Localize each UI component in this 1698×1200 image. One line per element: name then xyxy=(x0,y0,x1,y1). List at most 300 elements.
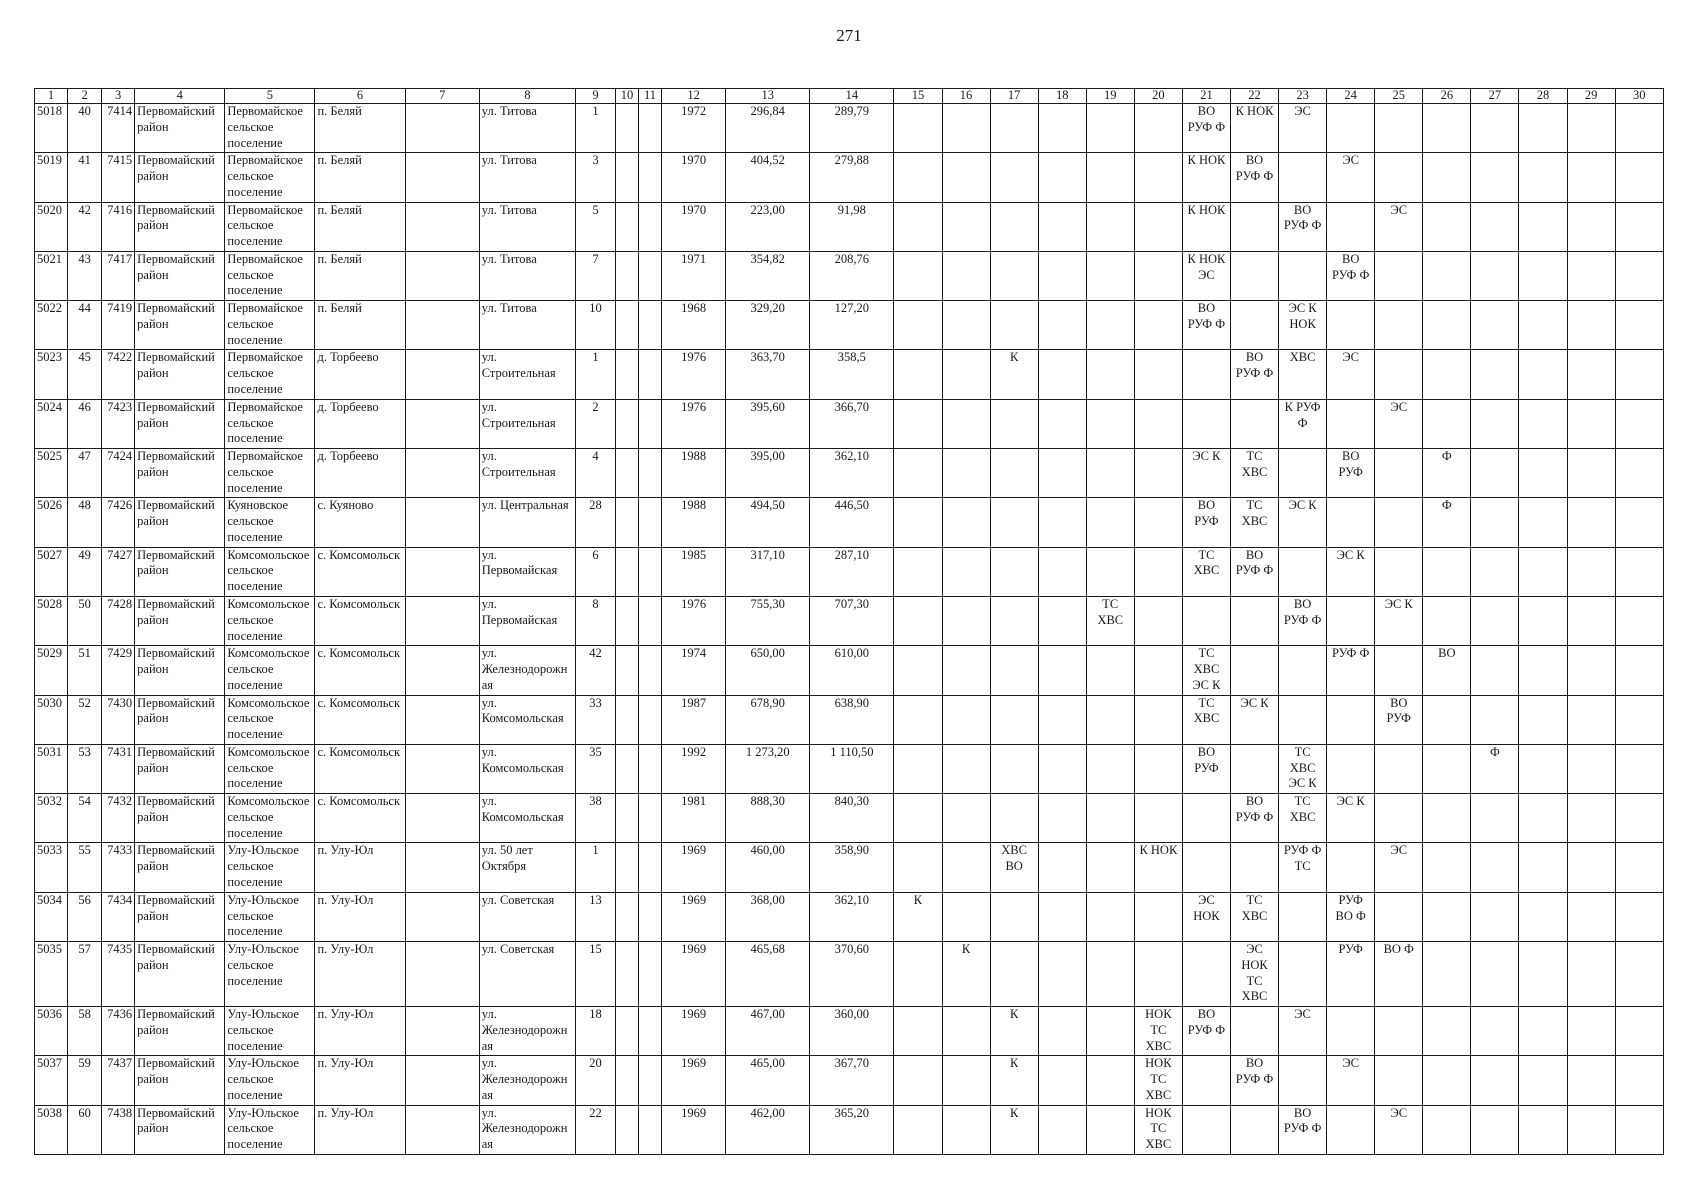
table-cell-col-11 xyxy=(639,942,662,1007)
table-cell-col-25 xyxy=(1375,498,1423,547)
table-cell-col-11 xyxy=(639,744,662,793)
table-cell-col-17 xyxy=(990,153,1038,202)
table-cell-col-3: 7417 xyxy=(102,251,135,300)
table-cell-col-26 xyxy=(1423,1056,1471,1105)
table-cell-col-22 xyxy=(1230,843,1278,892)
table-cell-col-23: ЭС К НОК xyxy=(1279,301,1327,350)
table-cell-col-22 xyxy=(1230,1105,1278,1154)
table-cell-col-20 xyxy=(1134,301,1182,350)
table-cell-col-25 xyxy=(1375,744,1423,793)
table-cell-col-26 xyxy=(1423,892,1471,941)
table-cell-col-29 xyxy=(1567,596,1615,645)
table-cell-col-26 xyxy=(1423,1105,1471,1154)
table-cell-col-23 xyxy=(1279,942,1327,1007)
table-cell-col-16 xyxy=(942,1105,990,1154)
table-cell-col-18 xyxy=(1038,596,1086,645)
table-cell-col-21: К НОК xyxy=(1182,153,1230,202)
table-cell-col-7 xyxy=(405,202,479,251)
table-cell-col-18 xyxy=(1038,646,1086,695)
column-number-header: 20 xyxy=(1134,89,1182,104)
table-cell-col-24: ЭС xyxy=(1327,350,1375,399)
table-cell-col-6: п. Беляй xyxy=(315,104,405,153)
table-cell-col-12: 1969 xyxy=(662,843,726,892)
table-cell-col-28 xyxy=(1519,498,1567,547)
table-cell-col-10 xyxy=(615,202,638,251)
table-cell-col-11 xyxy=(639,1056,662,1105)
table-cell-col-16: К xyxy=(942,942,990,1007)
table-cell-col-28 xyxy=(1519,695,1567,744)
table-cell-col-1: 5020 xyxy=(35,202,68,251)
table-cell-col-17 xyxy=(990,892,1038,941)
table-cell-col-11 xyxy=(639,399,662,448)
table-cell-col-20 xyxy=(1134,498,1182,547)
table-cell-col-14: 358,5 xyxy=(810,350,894,399)
table-cell-col-9: 22 xyxy=(575,1105,615,1154)
table-cell-col-17 xyxy=(990,251,1038,300)
table-cell-col-24: ВО РУФ Ф xyxy=(1327,251,1375,300)
table-cell-col-28 xyxy=(1519,350,1567,399)
table-cell-col-21 xyxy=(1182,794,1230,843)
table-cell-col-3: 7415 xyxy=(102,153,135,202)
table-cell-col-11 xyxy=(639,350,662,399)
table-cell-col-4: Первомайский район xyxy=(135,153,225,202)
table-cell-col-16 xyxy=(942,202,990,251)
table-cell-col-13: 1 273,20 xyxy=(726,744,810,793)
table-cell-col-14: 840,30 xyxy=(810,794,894,843)
table-cell-col-2: 44 xyxy=(68,301,102,350)
table-cell-col-17: ХВС ВО xyxy=(990,843,1038,892)
table-cell-col-28 xyxy=(1519,449,1567,498)
table-cell-col-6: п. Беляй xyxy=(315,301,405,350)
table-cell-col-25: ВО РУФ xyxy=(1375,695,1423,744)
table-cell-col-21: ЭС НОК xyxy=(1182,892,1230,941)
table-cell-col-20: НОК ТС ХВС xyxy=(1134,1056,1182,1105)
table-cell-col-12: 1969 xyxy=(662,892,726,941)
table-cell-col-7 xyxy=(405,104,479,153)
table-row xyxy=(35,449,1664,498)
table-cell-col-7 xyxy=(405,547,479,596)
table-cell-col-9: 2 xyxy=(575,399,615,448)
table-cell-col-6: д. Торбеево xyxy=(315,350,405,399)
table-cell-col-8: ул. Комсомольская xyxy=(479,744,575,793)
table-cell-col-17 xyxy=(990,547,1038,596)
table-cell-col-7 xyxy=(405,744,479,793)
table-cell-col-28 xyxy=(1519,153,1567,202)
table-cell-col-19 xyxy=(1086,449,1134,498)
table-cell-col-14: 365,20 xyxy=(810,1105,894,1154)
table-cell-col-24: ЭС xyxy=(1327,1056,1375,1105)
table-cell-col-13: 465,68 xyxy=(726,942,810,1007)
table-cell-col-20 xyxy=(1134,942,1182,1007)
table-cell-col-5: Комсомольское сельское поселение xyxy=(225,646,315,695)
table-cell-col-9: 28 xyxy=(575,498,615,547)
table-cell-col-2: 51 xyxy=(68,646,102,695)
table-cell-col-21: К НОК xyxy=(1182,202,1230,251)
table-cell-col-29 xyxy=(1567,202,1615,251)
table-cell-col-23: ТС ХВС ЭС К xyxy=(1279,744,1327,793)
table-cell-col-21 xyxy=(1182,350,1230,399)
table-cell-col-24: ЭС xyxy=(1327,153,1375,202)
table-cell-col-27 xyxy=(1471,646,1519,695)
table-cell-col-6: с. Комсомольск xyxy=(315,547,405,596)
table-cell-col-2: 45 xyxy=(68,350,102,399)
table-cell-col-4: Первомайский район xyxy=(135,942,225,1007)
table-cell-col-1: 5018 xyxy=(35,104,68,153)
column-number-header: 27 xyxy=(1471,89,1519,104)
table-cell-col-15 xyxy=(894,251,942,300)
table-cell-col-28 xyxy=(1519,596,1567,645)
table-cell-col-7 xyxy=(405,892,479,941)
table-cell-col-9: 1 xyxy=(575,350,615,399)
table-cell-col-16 xyxy=(942,646,990,695)
table-cell-col-16 xyxy=(942,449,990,498)
table-row xyxy=(35,251,1664,300)
table-cell-col-19 xyxy=(1086,350,1134,399)
table-cell-col-27 xyxy=(1471,498,1519,547)
table-cell-col-22: ТС ХВС xyxy=(1230,498,1278,547)
table-cell-col-17 xyxy=(990,449,1038,498)
table-cell-col-8: ул. Первомайская xyxy=(479,596,575,645)
table-cell-col-22 xyxy=(1230,202,1278,251)
table-cell-col-1: 5033 xyxy=(35,843,68,892)
table-cell-col-12: 1970 xyxy=(662,153,726,202)
table-cell-col-19 xyxy=(1086,498,1134,547)
table-cell-col-24 xyxy=(1327,202,1375,251)
table-cell-col-3: 7431 xyxy=(102,744,135,793)
table-cell-col-30 xyxy=(1615,892,1663,941)
table-cell-col-25 xyxy=(1375,104,1423,153)
table-cell-col-26 xyxy=(1423,596,1471,645)
table-cell-col-18 xyxy=(1038,104,1086,153)
table-cell-col-8: ул. Железнодорожная xyxy=(479,1056,575,1105)
table-cell-col-30 xyxy=(1615,1056,1663,1105)
table-cell-col-16 xyxy=(942,744,990,793)
table-cell-col-22 xyxy=(1230,596,1278,645)
table-cell-col-26 xyxy=(1423,695,1471,744)
table-cell-col-30 xyxy=(1615,399,1663,448)
table-cell-col-10 xyxy=(615,1105,638,1154)
table-cell-col-6: п. Улу-Юл xyxy=(315,1056,405,1105)
table-row xyxy=(35,202,1664,251)
table-cell-col-8: ул. Строительная xyxy=(479,399,575,448)
table-cell-col-28 xyxy=(1519,646,1567,695)
table-cell-col-17 xyxy=(990,646,1038,695)
table-cell-col-22: ВО РУФ Ф xyxy=(1230,794,1278,843)
table-cell-col-6: с. Комсомольск xyxy=(315,794,405,843)
table-cell-col-2: 60 xyxy=(68,1105,102,1154)
table-cell-col-14: 707,30 xyxy=(810,596,894,645)
table-cell-col-19 xyxy=(1086,153,1134,202)
table-cell-col-23 xyxy=(1279,695,1327,744)
table-cell-col-4: Первомайский район xyxy=(135,744,225,793)
table-cell-col-8: ул. Железнодорожная xyxy=(479,646,575,695)
table-cell-col-16 xyxy=(942,695,990,744)
table-cell-col-10 xyxy=(615,449,638,498)
table-cell-col-18 xyxy=(1038,744,1086,793)
table-cell-col-9: 4 xyxy=(575,449,615,498)
table-cell-col-26 xyxy=(1423,794,1471,843)
table-cell-col-30 xyxy=(1615,794,1663,843)
table-cell-col-30 xyxy=(1615,1105,1663,1154)
table-cell-col-28 xyxy=(1519,1056,1567,1105)
table-cell-col-20 xyxy=(1134,695,1182,744)
table-cell-col-11 xyxy=(639,301,662,350)
table-cell-col-10 xyxy=(615,399,638,448)
table-cell-col-24 xyxy=(1327,399,1375,448)
table-cell-col-5: Улу-Юльское сельское поселение xyxy=(225,843,315,892)
table-cell-col-11 xyxy=(639,695,662,744)
table-cell-col-8: ул. Железнодорожная xyxy=(479,1105,575,1154)
table-cell-col-20 xyxy=(1134,153,1182,202)
column-number-header: 13 xyxy=(726,89,810,104)
table-cell-col-17 xyxy=(990,942,1038,1007)
table-cell-col-9: 20 xyxy=(575,1056,615,1105)
table-cell-col-1: 5024 xyxy=(35,399,68,448)
table-cell-col-1: 5027 xyxy=(35,547,68,596)
table-row xyxy=(35,596,1664,645)
table-cell-col-5: Первомайское сельское поселение xyxy=(225,350,315,399)
table-cell-col-30 xyxy=(1615,498,1663,547)
table-cell-col-14: 362,10 xyxy=(810,892,894,941)
table-cell-col-6: с. Комсомольск xyxy=(315,596,405,645)
table-cell-col-19 xyxy=(1086,646,1134,695)
table-cell-col-12: 1988 xyxy=(662,449,726,498)
table-cell-col-10 xyxy=(615,794,638,843)
table-cell-col-27: Ф xyxy=(1471,744,1519,793)
table-cell-col-16 xyxy=(942,301,990,350)
table-cell-col-9: 5 xyxy=(575,202,615,251)
table-cell-col-18 xyxy=(1038,892,1086,941)
table-cell-col-17 xyxy=(990,744,1038,793)
table-cell-col-7 xyxy=(405,449,479,498)
table-cell-col-23: ТС ХВС xyxy=(1279,794,1327,843)
column-number-header: 17 xyxy=(990,89,1038,104)
table-cell-col-16 xyxy=(942,153,990,202)
table-cell-col-5: Первомайское сельское поселение xyxy=(225,104,315,153)
table-cell-col-12: 1981 xyxy=(662,794,726,843)
table-cell-col-14: 366,70 xyxy=(810,399,894,448)
column-number-header: 15 xyxy=(894,89,942,104)
column-number-header: 24 xyxy=(1327,89,1375,104)
table-cell-col-29 xyxy=(1567,794,1615,843)
table-cell-col-6: д. Торбеево xyxy=(315,399,405,448)
table-cell-col-13: 368,00 xyxy=(726,892,810,941)
table-cell-col-3: 7423 xyxy=(102,399,135,448)
table-cell-col-21 xyxy=(1182,843,1230,892)
table-cell-col-15 xyxy=(894,942,942,1007)
table-cell-col-24: РУФ ВО Ф xyxy=(1327,892,1375,941)
table-cell-col-3: 7419 xyxy=(102,301,135,350)
table-cell-col-30 xyxy=(1615,744,1663,793)
table-cell-col-24 xyxy=(1327,1007,1375,1056)
table-cell-col-25 xyxy=(1375,449,1423,498)
table-cell-col-29 xyxy=(1567,350,1615,399)
table-cell-col-21: ТС ХВС ЭС К xyxy=(1182,646,1230,695)
table-cell-col-27 xyxy=(1471,843,1519,892)
table-row xyxy=(35,794,1664,843)
table-cell-col-11 xyxy=(639,843,662,892)
table-cell-col-3: 7426 xyxy=(102,498,135,547)
table-cell-col-23: ЭС xyxy=(1279,104,1327,153)
table-cell-col-29 xyxy=(1567,251,1615,300)
table-cell-col-30 xyxy=(1615,547,1663,596)
column-number-header: 18 xyxy=(1038,89,1086,104)
table-cell-col-25 xyxy=(1375,350,1423,399)
table-cell-col-18 xyxy=(1038,498,1086,547)
table-cell-col-30 xyxy=(1615,596,1663,645)
table-cell-col-24: ЭС К xyxy=(1327,794,1375,843)
column-number-header: 6 xyxy=(315,89,405,104)
table-cell-col-26 xyxy=(1423,399,1471,448)
table-cell-col-4: Первомайский район xyxy=(135,350,225,399)
table-cell-col-18 xyxy=(1038,1105,1086,1154)
table-cell-col-16 xyxy=(942,1056,990,1105)
table-cell-col-14: 279,88 xyxy=(810,153,894,202)
table-cell-col-21 xyxy=(1182,1105,1230,1154)
table-cell-col-12: 1972 xyxy=(662,104,726,153)
table-cell-col-16 xyxy=(942,843,990,892)
table-cell-col-5: Улу-Юльское сельское поселение xyxy=(225,1007,315,1056)
table-cell-col-15 xyxy=(894,1007,942,1056)
table-cell-col-4: Первомайский район xyxy=(135,449,225,498)
table-cell-col-2: 41 xyxy=(68,153,102,202)
table-cell-col-18 xyxy=(1038,301,1086,350)
table-cell-col-24: РУФ xyxy=(1327,942,1375,1007)
table-cell-col-17: К xyxy=(990,350,1038,399)
table-cell-col-19 xyxy=(1086,251,1134,300)
table-cell-col-7 xyxy=(405,942,479,1007)
column-number-header: 22 xyxy=(1230,89,1278,104)
table-cell-col-16 xyxy=(942,794,990,843)
table-cell-col-21 xyxy=(1182,942,1230,1007)
table-cell-col-11 xyxy=(639,547,662,596)
table-cell-col-25 xyxy=(1375,794,1423,843)
table-cell-col-29 xyxy=(1567,744,1615,793)
table-cell-col-18 xyxy=(1038,1007,1086,1056)
table-cell-col-17 xyxy=(990,104,1038,153)
table-cell-col-3: 7432 xyxy=(102,794,135,843)
table-cell-col-24: РУФ Ф xyxy=(1327,646,1375,695)
column-number-header: 12 xyxy=(662,89,726,104)
table-cell-col-15 xyxy=(894,744,942,793)
table-cell-col-29 xyxy=(1567,1007,1615,1056)
table-cell-col-6: с. Куяново xyxy=(315,498,405,547)
column-number-header: 8 xyxy=(479,89,575,104)
column-number-header: 30 xyxy=(1615,89,1663,104)
table-cell-col-29 xyxy=(1567,301,1615,350)
table-cell-col-13: 395,00 xyxy=(726,449,810,498)
table-cell-col-8: ул. 50 лет Октября xyxy=(479,843,575,892)
table-cell-col-6: с. Комсомольск xyxy=(315,744,405,793)
table-cell-col-7 xyxy=(405,695,479,744)
table-cell-col-15 xyxy=(894,399,942,448)
table-cell-col-10 xyxy=(615,251,638,300)
table-cell-col-5: Улу-Юльское сельское поселение xyxy=(225,942,315,1007)
table-cell-col-30 xyxy=(1615,646,1663,695)
table-cell-col-24 xyxy=(1327,1105,1375,1154)
table-cell-col-9: 35 xyxy=(575,744,615,793)
table-cell-col-25: ЭС xyxy=(1375,1105,1423,1154)
table-cell-col-3: 7433 xyxy=(102,843,135,892)
table-cell-col-15 xyxy=(894,202,942,251)
table-cell-col-26: Ф xyxy=(1423,449,1471,498)
page-number: 271 xyxy=(836,26,862,45)
table-cell-col-18 xyxy=(1038,794,1086,843)
column-number-header: 3 xyxy=(102,89,135,104)
table-cell-col-5: Улу-Юльское сельское поселение xyxy=(225,892,315,941)
table-cell-col-2: 43 xyxy=(68,251,102,300)
table-cell-col-19 xyxy=(1086,794,1134,843)
table-cell-col-10 xyxy=(615,153,638,202)
table-cell-col-20 xyxy=(1134,744,1182,793)
table-cell-col-17: К xyxy=(990,1007,1038,1056)
table-row xyxy=(35,843,1664,892)
table-cell-col-5: Улу-Юльское сельское поселение xyxy=(225,1105,315,1154)
table-cell-col-17 xyxy=(990,399,1038,448)
table-cell-col-7 xyxy=(405,596,479,645)
table-cell-col-9: 6 xyxy=(575,547,615,596)
table-cell-col-18 xyxy=(1038,153,1086,202)
table-cell-col-5: Куяновское сельское поселение xyxy=(225,498,315,547)
table-cell-col-2: 52 xyxy=(68,695,102,744)
table-cell-col-11 xyxy=(639,646,662,695)
table-cell-col-10 xyxy=(615,1056,638,1105)
table-cell-col-10 xyxy=(615,892,638,941)
table-cell-col-8: ул. Центральная xyxy=(479,498,575,547)
table-cell-col-28 xyxy=(1519,744,1567,793)
table-cell-col-12: 1969 xyxy=(662,1007,726,1056)
table-cell-col-15 xyxy=(894,547,942,596)
table-cell-col-17 xyxy=(990,794,1038,843)
table-cell-col-10 xyxy=(615,547,638,596)
table-cell-col-29 xyxy=(1567,153,1615,202)
table-cell-col-2: 50 xyxy=(68,596,102,645)
table-cell-col-11 xyxy=(639,794,662,843)
table-cell-col-28 xyxy=(1519,399,1567,448)
table-cell-col-16 xyxy=(942,547,990,596)
table-cell-col-25 xyxy=(1375,646,1423,695)
table-cell-col-8: ул. Комсомольская xyxy=(479,794,575,843)
table-cell-col-11 xyxy=(639,104,662,153)
table-cell-col-6: п. Беляй xyxy=(315,251,405,300)
table-cell-col-13: 462,00 xyxy=(726,1105,810,1154)
table-cell-col-29 xyxy=(1567,1056,1615,1105)
table-cell-col-1: 5028 xyxy=(35,596,68,645)
table-cell-col-3: 7437 xyxy=(102,1056,135,1105)
register-table xyxy=(34,88,1664,1155)
table-cell-col-13: 354,82 xyxy=(726,251,810,300)
table-cell-col-12: 1987 xyxy=(662,695,726,744)
table-cell-col-26 xyxy=(1423,104,1471,153)
table-cell-col-25: ЭС К xyxy=(1375,596,1423,645)
table-cell-col-9: 15 xyxy=(575,942,615,1007)
column-number-header: 23 xyxy=(1279,89,1327,104)
table-cell-col-13: 223,00 xyxy=(726,202,810,251)
table-cell-col-25: ЭС xyxy=(1375,843,1423,892)
table-cell-col-20: НОК ТС ХВС xyxy=(1134,1105,1182,1154)
table-cell-col-26 xyxy=(1423,251,1471,300)
table-cell-col-20 xyxy=(1134,449,1182,498)
table-cell-col-4: Первомайский район xyxy=(135,794,225,843)
table-row xyxy=(35,350,1664,399)
table-cell-col-13: 296,84 xyxy=(726,104,810,153)
table-cell-col-1: 5031 xyxy=(35,744,68,793)
table-cell-col-14: 287,10 xyxy=(810,547,894,596)
column-number-header: 14 xyxy=(810,89,894,104)
table-cell-col-29 xyxy=(1567,942,1615,1007)
table-cell-col-28 xyxy=(1519,547,1567,596)
table-cell-col-30 xyxy=(1615,153,1663,202)
